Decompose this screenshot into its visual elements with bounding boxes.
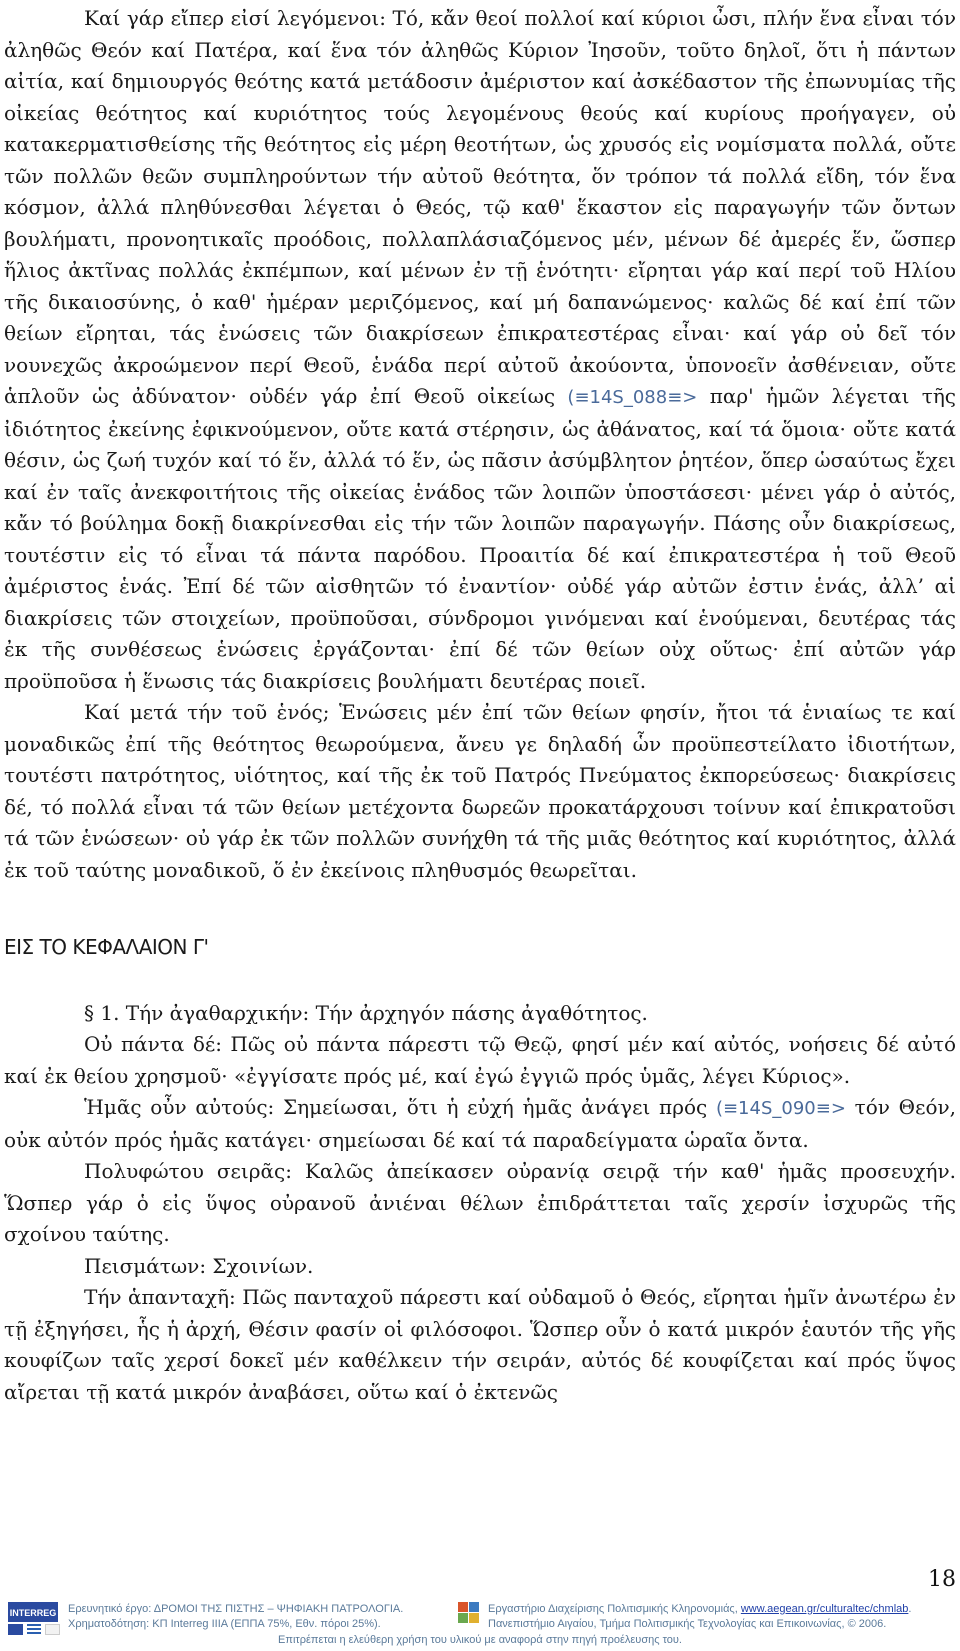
page-reference-marker: (≡14S_088≡> [567,387,698,408]
lab-website-link[interactable]: www.aegean.gr/culturaltec/chmlab [740,1603,909,1615]
paragraph-4: Οὐ πάντα δέ: Πῶς οὐ πάντα πάρεστι τῷ Θεῷ, φησί μέν καί αὐτός, νοήσεις δέ αὐτό καί ἐκ θείου χρησμοῦ· «ἐγγίσατε πρός μέ, καί ἐγώ ἐγγιῶ πρός ὑμᾶς, λέγει Κύριος». [4,1032,956,1088]
footer-project-info: Ερευνητικό έργο: ΔΡΟΜΟΙ ΤΗΣ ΠΙΣΤΗΣ – ΨΗΦΙΑΚΗ ΠΑΤΡΟΛΟΓΙΑ. Χρηματοδότηση: ΚΠ Interreg IIIA (ΕΠΠΑ 75%, Εθν. πόροι 25%). [68,1603,404,1630]
paragraph-7: Πεισμάτων: Σχοινίων. [84,1253,314,1278]
page-number: 18 [928,1567,956,1592]
footer [0,1594,960,1651]
paragraph-3: § 1. Τήν ἀγαθαρχικήν: Τήν ἀρχηγόν πάσης ἀγαθότητος. [84,1000,648,1025]
paragraph-6: Πολυφώτου σειρᾶς: Καλῶς ἀπείκασεν οὐρανίᾳ σειρᾷ τήν καθ' ἡμᾶς προσευχήν. Ὥσπερ γάρ ὁ εἰς ὕψος οὐρανοῦ ἀνιέναι θέλων ἐπιδράττεται ταῖς χερσίν ἰσχυρῶς τῆς σχοίνου ταύτης. [4,1159,956,1246]
svg-text:INTERREG: INTERREG [9,1608,57,1618]
document-body [4,3,956,1408]
footer-lab-info: Εργαστήριο Διαχείρισης Πολιτισμικής Κληρονομιάς, www.aegean.gr/culturaltec/chmlab. Πανεπιστήμιο Αιγαίου, Τμήμα Πολιτισμικής Τεχνολογίας και Επικοινωνίας, © 2006. [488,1603,912,1630]
footer-license-note: Επιτρέπεται η ελεύθερη χρήση του υλικού με αναφορά στην πηγή προέλευσης του. [278,1634,682,1646]
page-reference-marker: (≡14S_090≡> [715,1098,846,1119]
paragraph-2: Καί μετά τήν τοῦ ἑνός; Ἑνώσεις μέν ἐπί τῶν θείων φησίν, ἤτοι τά ἑνιαίως τε καί μοναδικῶς ἐπί τῆς θεότητος θεωρούμενα, ἄνευ γε δηλαδή ὧν προϋπεστείλατο ἰδιοτήτων, τουτέστι πατρότητος, υἱότητος, καί τῆς ἐκ τοῦ Πατρός Πνεύματος ἐκπορεύσεως· διακρίσεις δέ, τό πολλά εἶναι τά τῶν θείων μετέχοντα δωρεῶν προκατάρχουσι τοίνυν καί ἐπικρατοῦσι τά τῶν ἑνώσεων· οὐ γάρ ἐκ τῶν πολλῶν συνήχθη τά τῆς μιᾶς θεότητος καί κυριότητος, ἀλλά ἐκ τοῦ ταύτης μοναδικοῦ, ὅ ἐν ἐκείνοις πληθυσμός θεωρεῖται. [4,700,956,882]
paragraph-5: Ἡμᾶς οὖν αὐτούς: Σημείωσαι, ὅτι ἡ εὐχή ἡμᾶς ἀνάγει πρός (≡14S_090≡> τόν Θεόν, οὐκ αὐτόν πρός ἡμᾶς κατάγει· σημείωσαι δέ καί τά παραδείγματα ὡραῖα ὄντα. [4,1095,956,1152]
paragraph-1: Καί γάρ εἴπερ εἰσί λεγόμενοι: Τό, κἄν θεοί πολλοί καί κύριοι ὦσι, πλήν ἕνα εἶναι τόν ἀληθῶς Θεόν καί Πατέρα, καί ἕνα τόν ἀληθῶς Κύριον Ἰησοῦν, τοῦτο δηλοῖ, ὅτι ἡ πάντων αἰτία, καί δημιουργός θεότης κατά μετάδοσιν ἀμέριστον καί ἀσκέδαστον τῆς ἐπωνυμίας τῆς οἰκείας θεότητος καί κυριότητος τούς λεγομένους θεούς καί κυρίους προήγαγεν, οὐ κατακερματισθείσης τῆς θεότητος εἰς μέρη θεοτήτων, ὡς χρυσός εἰς νομίσματα πολλά, οὔτε τῶν πολλῶν θεῶν συμπληρούντων τήν αὐτοῦ θεότητα, ὅν τρόπον τά πολλά εἴδη, τόν ἕνα κόσμον, ἀλλά πληθύνεσθαι λέγεται ὁ Θεός, τῷ καθ' ἕκαστον εἰς παραγωγήν τῶν ὄντων βουλήματι, προνοητικαῖς προόδοις, πολλαπλάσιαζόμενος μέν, μένων δέ ἀμερές ἕν, ὥσπερ ἥλιος ἀκτῖνας πολλάς ἐκπέμπων, καί μένων ἐν τῇ ἑνότητι· εἴρηται γάρ καί περί τοῦ Ηλίου τῆς δικαιοσύνης, ὁ καθ' ἡμέραν μεριζόμενος, καί μή δαπανώμενος· καλῶς δέ καί ἐπί τῶν θείων εἴρηται, τάς ἑνώσεις τῶν διακρίσεων ἐπικρατεστέρας εἶναι· καί γάρ οὐ δεῖ τόν νουνεχῶς ἀκροώμενον περί Θεοῦ, ἑνάδα περί αὐτοῦ ἀκούοντα, ὑπονοεῖν ἀσθένειαν, οὔτε ἁπλοῦν ὡς ἀδύνατον· οὐδέν γάρ ἐπί Θεοῦ οἰκείως (≡14S_088≡> παρ' ἡμῶν λέγεται τῆς ἰδιότητος ἐκείνης ἐφικνούμενον, οὔτε κατά στέρησιν, ὡς ἀθάνατος, καί τά ὅμοια· οὔτε κατά θέσιν, ὡς ζωή τυχόν καί τό ἕν, ἀλλά τό ἕν, ὡς πᾶσιν ἀσύμβλητον ῥητέον, ὅπερ ὡσαύτως ἔχει καί ἐν ταῖς ἀνεκφοιτήτοις τῆς οἰκείας ἑνάδος τῶν λοιπῶν ὑποστάσεσι· μένει γάρ ὁ αὐτός, κἄν τό βούλημα δοκῇ διακρίνεσθαι εἰς τήν τῶν λοιπῶν παραγωγήν. Πάσης οὖν διακρίσεως, τουτέστιν εἰς τό εἶναι τά πάντα παρόδου. Προαιτία δέ καί ἐπικρατεστέρα ἡ τοῦ Θεοῦ ἀμέριστος ἑνάς. Ἐπί δέ τῶν αἰσθητῶν τό ἐναντίον· οὐδέ γάρ αὐτῶν ἐστιν ἑνάς, ἀλλ’ αἱ διακρίσεις τῶν στοιχείων, προϋποῦσαι, σύνδρομοι γινόμεναι καί ἑνούμεναι, δευτέρας τάς ἐκ τῆς συνθέσεως ἑνώσεις ἐργάζονται· ἐπί δέ τῶν θείων οὐχ οὕτως· ἐπί αὐτῶν γάρ προϋποῦσα ἡ ἕνωσις τάς διακρίσεις βουλήματι δευτέρας ποιεῖ. [4,6,956,693]
paragraph-8: Τήν ἁπανταχῆ: Πῶς πανταχοῦ πάρεστι καί οὐδαμοῦ ὁ Θεός, εἴρηται ἡμῖν ἀνωτέρω ἐν τῇ ἐξηγήσει, ἧς ἡ ἀρχή, Θέσιν φασίν οἱ φιλόσοφοι. Ὥσπερ οὖν ὁ κατά μικρόν ἑαυτόν τῆς γῆς κουφίζων ταῖς χερσί δοκεῖ μέν καθέλκειν τήν σειράν, αὐτός δέ κουφίζεται καί πρός ὕψος αἴρεται τῇ κατά μικρόν ἀναβάσει, οὕτω καί ὁ ἐκτενῶς [4,1285,956,1404]
section-heading: ΕΙΣ ΤΟ ΚΕΦΑΛΑΙΟΝ Γ' [4,935,209,959]
aegean-lab-logo-icon [458,1602,480,1624]
